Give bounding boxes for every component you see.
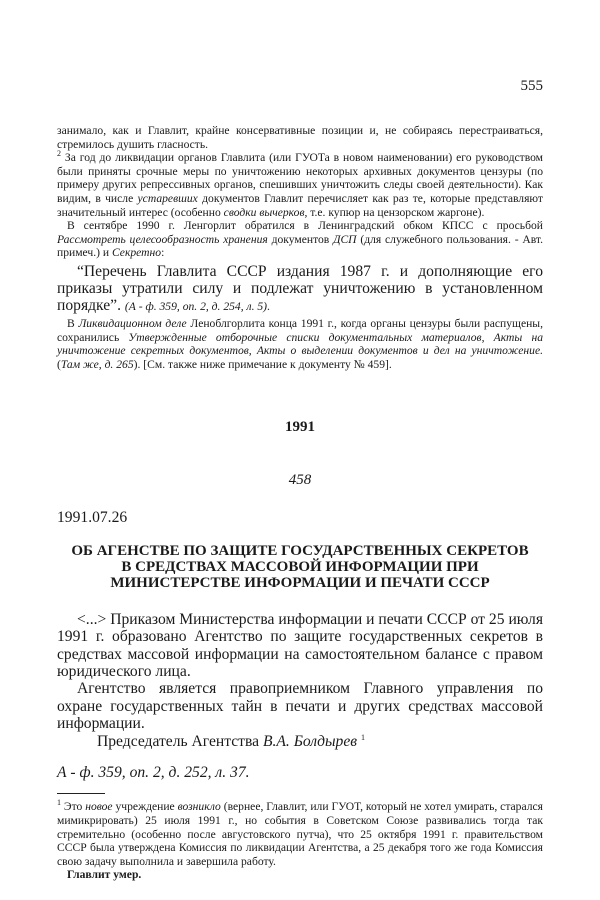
document-title: ОБ АГЕНСТВЕ ПО ЗАЩИТЕ ГОСУДАРСТВЕННЫХ СЕКРЕТОВ В СРЕДСТВАХ МАССОВОЙ ИНФОРМАЦИИ ПРИ МИНИСТЕРСТВЕ ИНФОРМАЦИИ И ПЕЧАТИ СССР bbox=[71, 542, 529, 591]
document-paragraph-2: Агентство является правоприемником Главного управления по охране государственных тайн в печати и других средствах массовой информации. bbox=[57, 680, 543, 733]
section-year: 1991 bbox=[285, 419, 315, 436]
signature: Председатель Агентства В.А. Болдырев $^1$ bbox=[97, 732, 365, 750]
document-paragraph-1: <...> Приказом Министерства информации и печати СССР от 25 июля 1991 г. образовано Агентство по защите государственных секретов в средствах массовой информации на самостоятельном балансе с правом юридического лица. bbox=[57, 610, 543, 680]
document-number: 458 bbox=[288, 472, 312, 489]
continued-notes bbox=[57, 124, 543, 260]
footnote-closing: Главлит умер. bbox=[67, 868, 142, 882]
footnote-2: $^2$ За год до ликвидации органов Главлита (или ГУОТа в новом наименовании) его руководством были приняты срочные меры по уничтожению некоторых архивных документов цензуры (по примеру других репрессивных органов, спешивших уничтожить следы своей деятельности). Как видим, в числе устаревших документов Главлит перечисляет как раз те, которые представляют значительный интерес (особенно сводки вычерков, т.е. купюр на цензорском жаргоне). bbox=[57, 149, 543, 219]
footnote-divider bbox=[57, 793, 105, 794]
signatory-name: В.А. Болдырев bbox=[262, 732, 358, 750]
footnote-ref: 1 bbox=[360, 732, 365, 742]
page-body bbox=[57, 0, 543, 882]
september-paragraph: В сентябре 1990 г. Ленгорлит обратился в Ленинградский обком КПСС с просьбой Рассмотреть целесообразность хранения документов ДСП (для служебного пользования. - Авт. примеч.) и Секретно: bbox=[57, 219, 543, 260]
liquidation-paragraph: В Ликвидационном деле Леноблгорлита конца 1991 г., когда органы цензуры были распущены, сохранились Утвержденные отборочные списки документальных материалов, Акты на уничтожение секретных документов, Акты о выделении документов и дел на уничтожение. (Там же, д. 265). [См. также ниже примечание к документу № 459]. bbox=[57, 316, 543, 371]
archive-reference: А - ф. 359, оп. 2, д. 252, л. 37. bbox=[57, 763, 250, 781]
footnote-1: $^1$ Это новое учреждение возникло (вернее, Главлит, или ГУОТ, который не хотел умирать, старался мимикрировать) 25 июля 1991 г., но события в Советском Союзе развивались тогда так стремительно (особенно после августовского путча), что 25 октября 1991 г. правительством СССР была утверждена Комиссия по ликвидации Агентства, а 25 декабря того же года Комиссия свою задачу выполнила и завершила работу. Главлит умер. bbox=[57, 798, 543, 882]
continued-note-text: занимало, как и Главлит, крайне консервативные позиции и, не собираясь перестраиваться, стремилось душить гласность. bbox=[57, 124, 543, 151]
footnote-marker: 1 bbox=[57, 798, 61, 808]
document-date: 1991.07.26 bbox=[57, 509, 128, 527]
page-number: 555 bbox=[520, 78, 543, 94]
quoted-order: “Перечень Главлита СССР издания 1987 г. и дополняющие его приказы утратили силу и подлежат уничтожению в установленном порядке”. (А - ф. 359, оп. 2, д. 254, л. 5). bbox=[57, 262, 543, 314]
footnote-marker: 2 bbox=[57, 149, 61, 159]
